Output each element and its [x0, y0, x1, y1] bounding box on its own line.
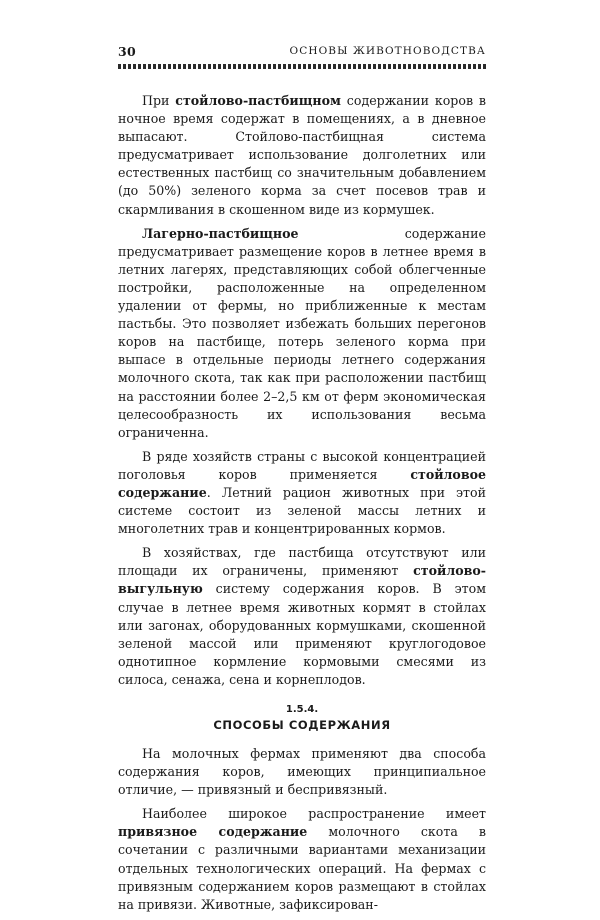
header-rule — [118, 64, 486, 69]
bold-term: стойловое содержание — [118, 466, 486, 500]
bold-term: Лагерно-пастбищное — [142, 225, 299, 241]
paragraph — [118, 92, 486, 219]
paragraph-text: При — [142, 93, 176, 108]
bold-term: стойлово-пастбищном — [175, 93, 341, 108]
bold-term: стойлово-выгульную — [118, 563, 486, 597]
paragraph — [118, 544, 486, 689]
section-number: 1.5.4. — [285, 704, 319, 715]
section-heading — [118, 703, 486, 733]
page-body — [118, 92, 486, 920]
paragraph-text: Наиболее широкое распространение имеет — [142, 806, 486, 822]
paragraph-text: молочного скота в сочетании с различными вариантами механизации отдельных технологических операций. На фермах с привязным содержанием коров размещают в стойлах на привязи. Животные, зафиксирован- — [118, 824, 486, 912]
paragraph-text: систему содержания коров. В этом случае в летнее время животных кормят в стойлах или загонах, оборудованных кормушками, скошенной зеленой массой или применяют круглогодовое однотипное кормление кормовыми смесями из силоса, сенажа, сена и корнеплодов. — [118, 581, 486, 687]
page-header — [118, 40, 486, 62]
paragraph-text: содержании коров в ночное время содержат в помещениях, а в дневное выпасают. Стойлово-пастбищная система предусматривает использование долголетних или естественных пастбищ со значительным добавлением (до 50%) зеленого корма за счет посевов трав и скармливания в скошенном виде из кормушек. — [118, 93, 486, 217]
paragraph — [118, 745, 486, 799]
paragraph — [118, 448, 486, 538]
section-title: СПОСОБЫ СОДЕРЖАНИЯ — [213, 718, 391, 732]
bold-term: привязное содержание — [118, 824, 308, 840]
paragraph — [118, 805, 486, 914]
paragraph — [118, 225, 486, 442]
paragraph-text: . Летний рацион животных при этой системе состоит из зеленой массы летних и многолетних трав и концентрированных кормов. — [118, 484, 486, 537]
paragraph-text: содержание предусматривает размещение коров в летнее время в летних лагерях, представляющих собой облегченные постройки, расположенные на определенном удалении от фермы, но приближенные к местам пастьбы. Это позволяет избежать больших перегонов коров на пастбище, потерь зеленого корма при выпасе в отдельные периоды летнего содержания молочного скота, так как при расположении пастбищ на расстоянии более 2–2,5 км от ферм экономическая целесообразность их использования весьма ограниченна. — [118, 225, 486, 440]
paragraph-text: В ряде хозяйств страны с высокой концентрацией поголовья коров применяется — [118, 448, 486, 482]
paragraph-text: На молочных фермах применяют два способа содержания коров, имеющих принципиальное отличие, — привязный и беспривязный. — [118, 746, 486, 798]
paragraph-text: В хозяйствах, где пастбища отсутствуют или площади их ограничены, применяют — [118, 545, 486, 579]
page-number: 30 — [118, 44, 136, 59]
running-head: ОСНОВЫ ЖИВОТНОВОДСТВА — [289, 45, 486, 57]
